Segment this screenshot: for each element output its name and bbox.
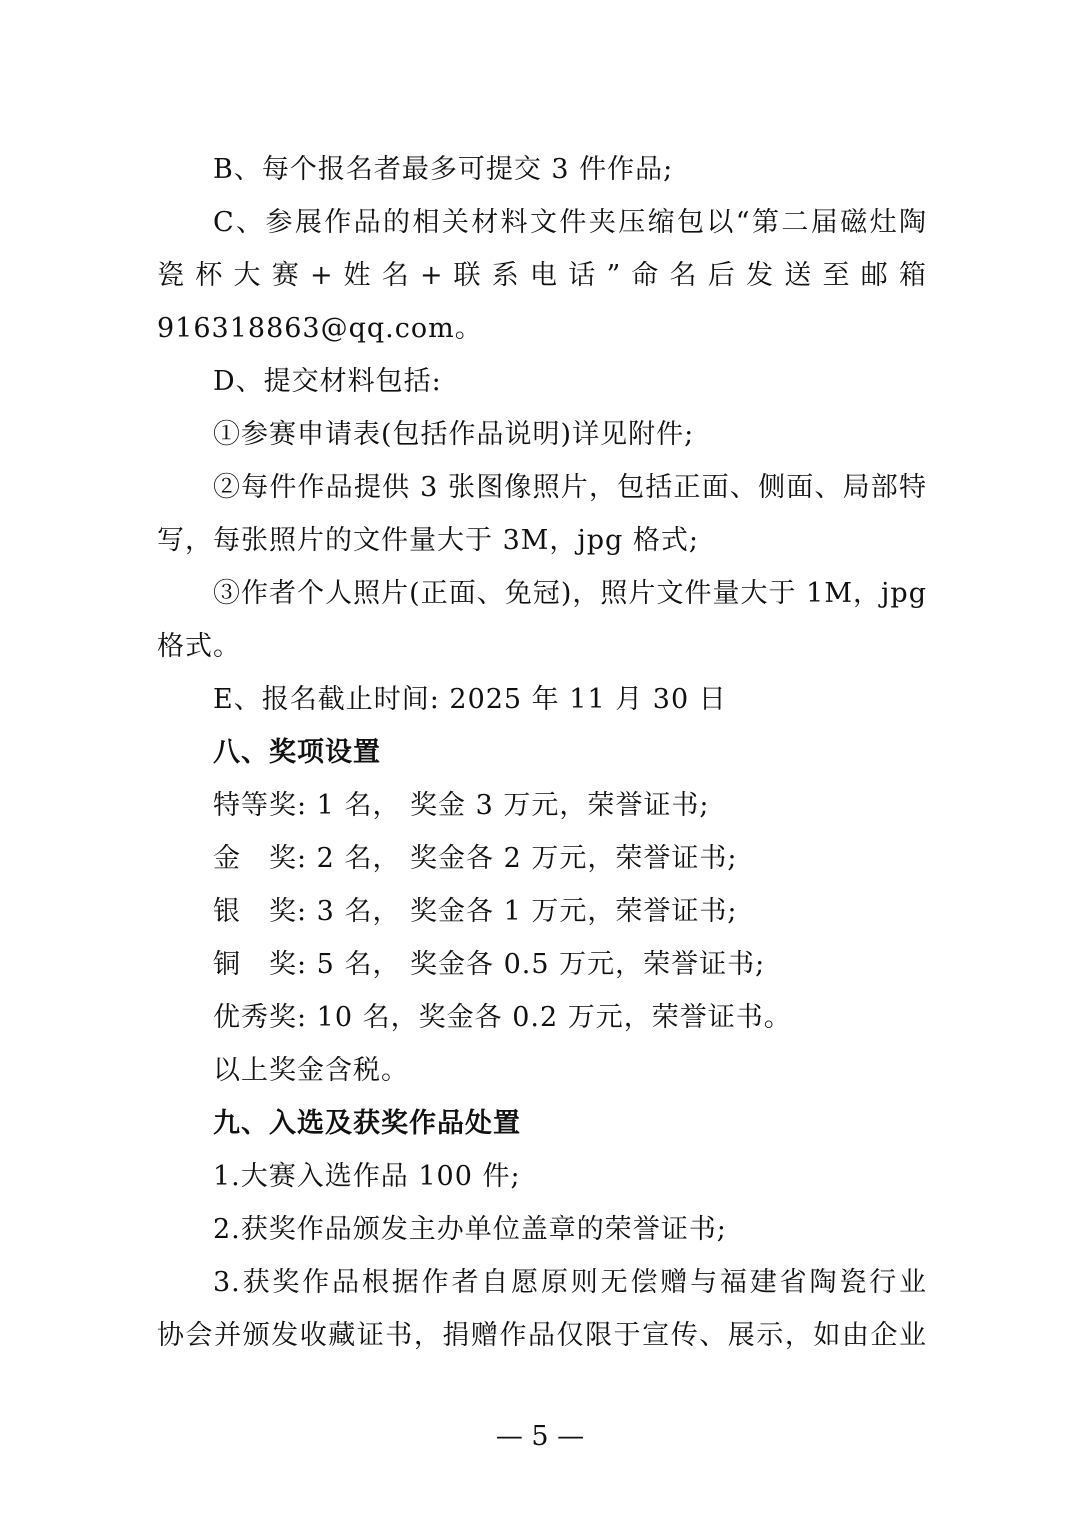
paragraph-line-e: E、报名截止时间: 2025 年 11 月 30 日 xyxy=(213,684,727,715)
award-line-gold: 金 奖: 2 名， 奖金各 2 万元，荣誉证书; xyxy=(213,843,738,874)
paragraph-line-d: D、提交材料包括: xyxy=(213,366,442,397)
award-line-excellent: 优秀奖: 10 名，奖金各 0.2 万元，荣誉证书。 xyxy=(213,1002,792,1033)
list-item-1: ①参赛申请表(包括作品说明)详见附件; xyxy=(213,419,695,450)
award-line-silver: 银 奖: 3 名， 奖金各 1 万元，荣誉证书; xyxy=(213,896,738,927)
list-item-2-cont: 写，每张照片的文件量大于 3M，jpg 格式; xyxy=(157,525,700,556)
paragraph-line-c: C、参展作品的相关材料文件夹压缩包以“第二届磁灶陶 xyxy=(213,207,927,238)
disposal-item-3-cont: 协会并颁发收藏证书，捐赠作品仅限于宣传、展示，如由企业 xyxy=(157,1320,927,1351)
list-item-3-cont: 格式。 xyxy=(157,631,241,662)
disposal-item-1: 1.大赛入选作品 100 件; xyxy=(213,1161,521,1192)
award-line-bronze: 铜 奖: 5 名， 奖金各 0.5 万元，荣誉证书; xyxy=(213,949,766,980)
list-item-2: ②每件作品提供 3 张图像照片，包括正面、侧面、局部特 xyxy=(213,472,927,503)
disposal-item-3: 3.获奖作品根据作者自愿原则无偿赠与福建省陶瓷行业 xyxy=(213,1267,927,1298)
page-number: — 5 — xyxy=(495,1421,585,1452)
disposal-item-2: 2.获奖作品颁发主办单位盖章的荣誉证书; xyxy=(213,1214,727,1245)
award-line-grand: 特等奖: 1 名， 奖金 3 万元，荣誉证书; xyxy=(213,790,710,821)
section-heading-disposal: 九、入选及获奖作品处置 xyxy=(213,1108,521,1139)
award-tax-note: 以上奖金含税。 xyxy=(213,1055,409,1086)
section-heading-awards: 八、奖项设置 xyxy=(213,737,381,768)
paragraph-line-c-cont: 瓷 杯 大 赛 + 姓 名 + 联 系 电 话 ” 命 名 后 发 送 至 邮 箱 xyxy=(157,260,927,291)
paragraph-line-email: 916318863@qq.com。 xyxy=(157,313,483,344)
list-item-3: ③作者个人照片(正面、免冠)，照片文件量大于 1M，jpg xyxy=(213,578,927,609)
paragraph-line-b: B、每个报名者最多可提交 3 件作品; xyxy=(213,154,674,185)
